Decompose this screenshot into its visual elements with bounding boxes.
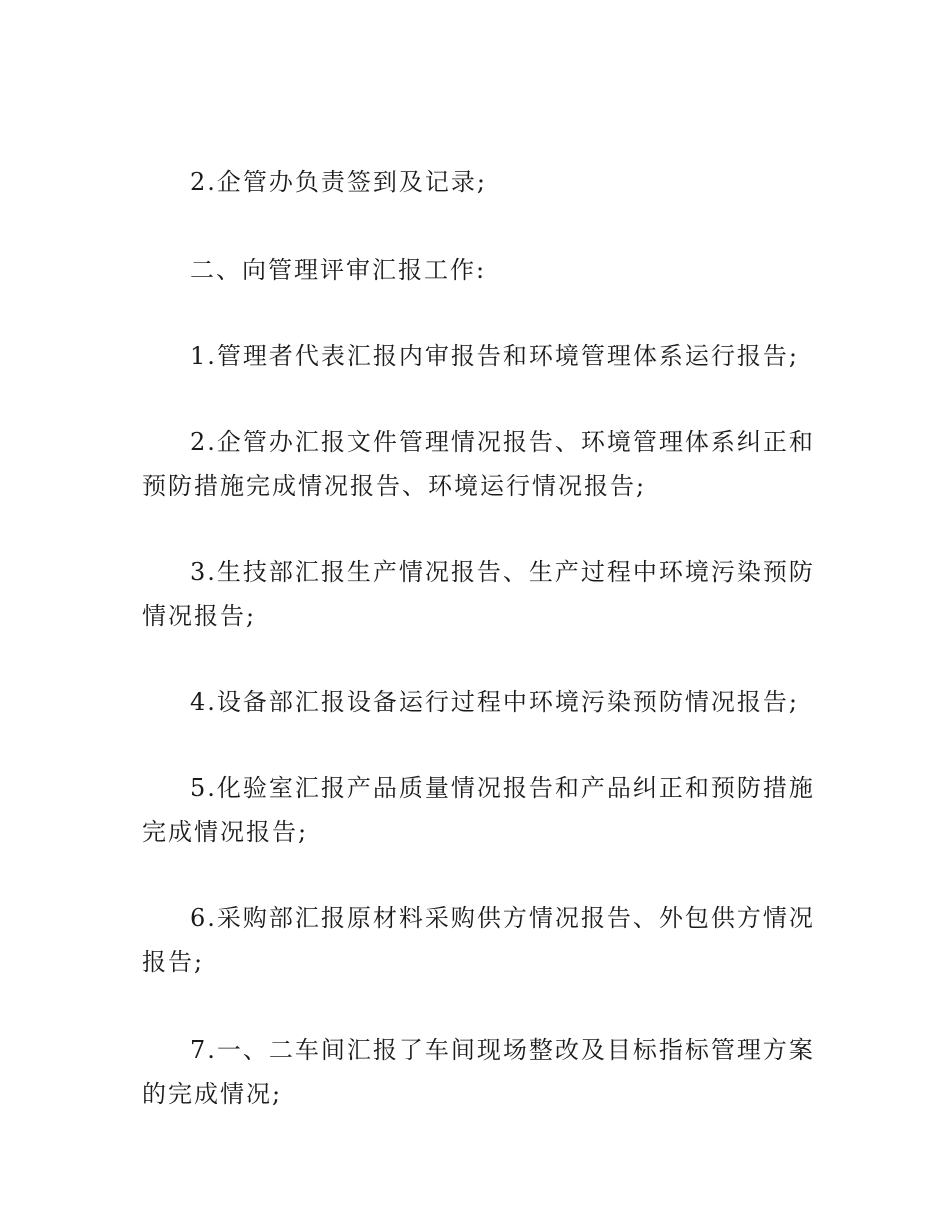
- paragraph-item-5: 5.化验室汇报产品质量情况报告和产品纠正和预防措施完成情况报告;: [142, 774, 815, 846]
- section-heading-report-work: 二、向管理评审汇报工作:: [190, 256, 487, 284]
- paragraph-signin: 2.企管办负责签到及记录;: [190, 168, 487, 196]
- paragraph-item-2: 2.企管办汇报文件管理情况报告、环境管理体系纠正和预防措施完成情况报告、环境运行情况报告;: [142, 428, 815, 500]
- paragraph-item-6: 6.采购部汇报原材料采购供方情况报告、外包供方情况报告;: [142, 904, 815, 976]
- paragraph-item-4: 4.设备部汇报设备运行过程中环境污染预防情况报告;: [190, 688, 799, 716]
- paragraph-item-3: 3.生技部汇报生产情况报告、生产过程中环境污染预防情况报告;: [142, 558, 815, 630]
- paragraph-item-1: 1.管理者代表汇报内审报告和环境管理体系运行报告;: [190, 342, 799, 370]
- paragraph-item-7: 7.一、二车间汇报了车间现场整改及目标指标管理方案的完成情况;: [142, 1036, 815, 1108]
